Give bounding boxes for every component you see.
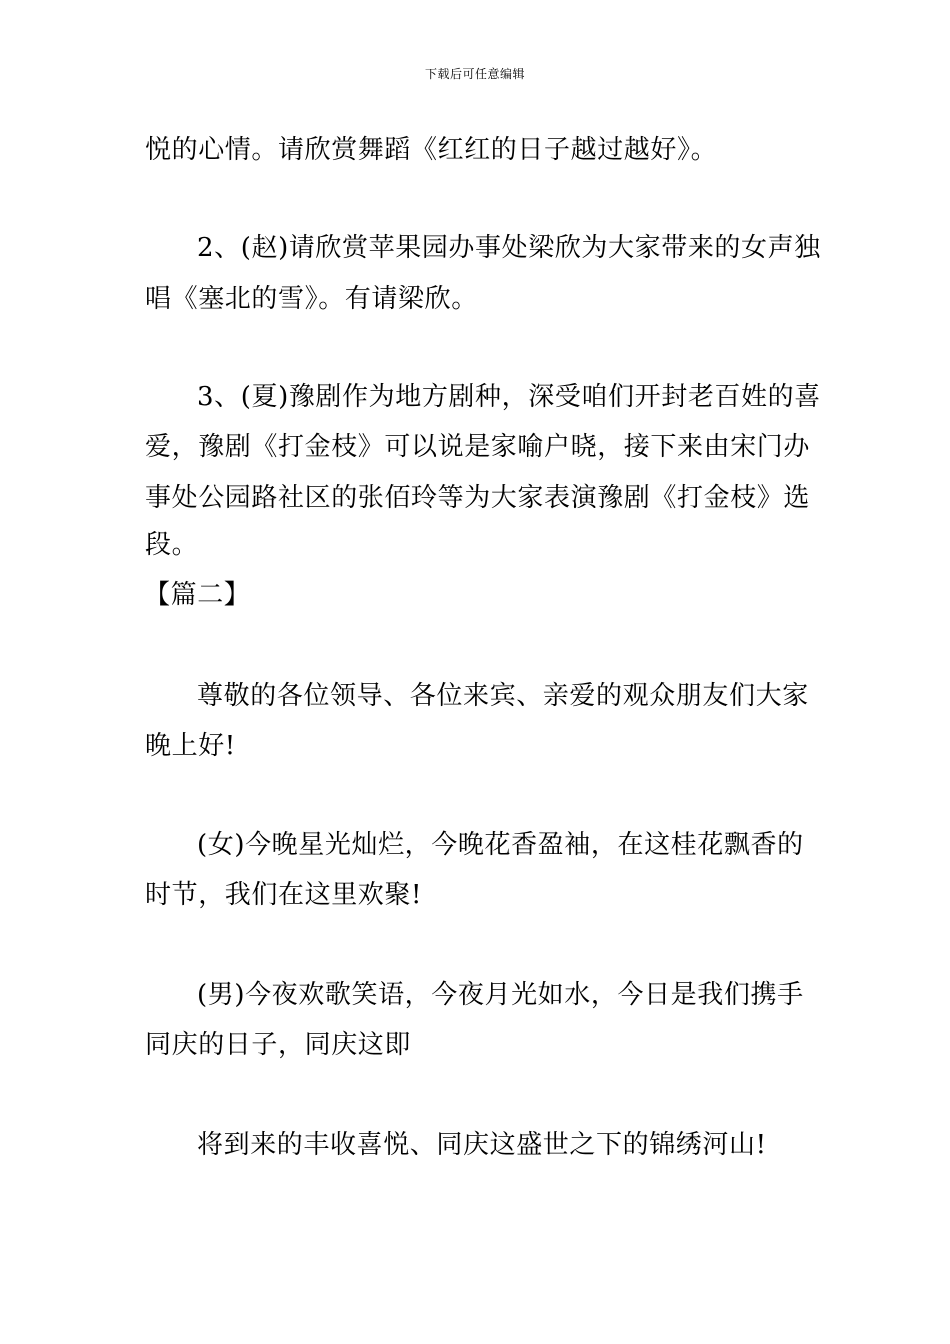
text-line: 时节，我们在这里欢聚! bbox=[145, 880, 423, 910]
text-line: 唱《塞北的雪》。有请梁欣。 bbox=[145, 284, 478, 314]
text-line: 3、(夏)豫剧作为地方剧种，深受咱们开封老百姓的喜 bbox=[197, 382, 821, 412]
text-line: (女)今晚星光灿烂，今晚花香盈袖，在这桂花飘香的 bbox=[197, 830, 804, 860]
text-line: 事处公园路社区的张佰玲等为大家表演豫剧《打金枝》选 bbox=[145, 483, 811, 513]
text-line: 将到来的丰收喜悦、同庆这盛世之下的锦绣河山! bbox=[197, 1130, 767, 1160]
section-heading: 【篇二】 bbox=[144, 580, 251, 610]
text-line: (男)今夜欢歌笑语，今夜月光如水，今日是我们携手 bbox=[197, 980, 804, 1010]
header-note: 下载后可任意编辑 bbox=[424, 67, 525, 81]
text-line: 2、(赵)请欣赏苹果园办事处梁欣为大家带来的女声独 bbox=[197, 233, 821, 263]
text-line: 同庆的日子，同庆这即 bbox=[145, 1030, 412, 1060]
text-line: 段。 bbox=[145, 530, 199, 560]
text-line: 爱，豫剧《打金枝》可以说是家喻户晓，接下来由宋门办 bbox=[145, 432, 811, 462]
text-line: 晚上好! bbox=[145, 731, 236, 761]
text-line: 尊敬的各位领导、各位来宾、亲爱的观众朋友们大家 bbox=[197, 681, 809, 711]
text-line: 悦的心情。请欣赏舞蹈《红红的日子越过越好》。 bbox=[145, 135, 718, 165]
